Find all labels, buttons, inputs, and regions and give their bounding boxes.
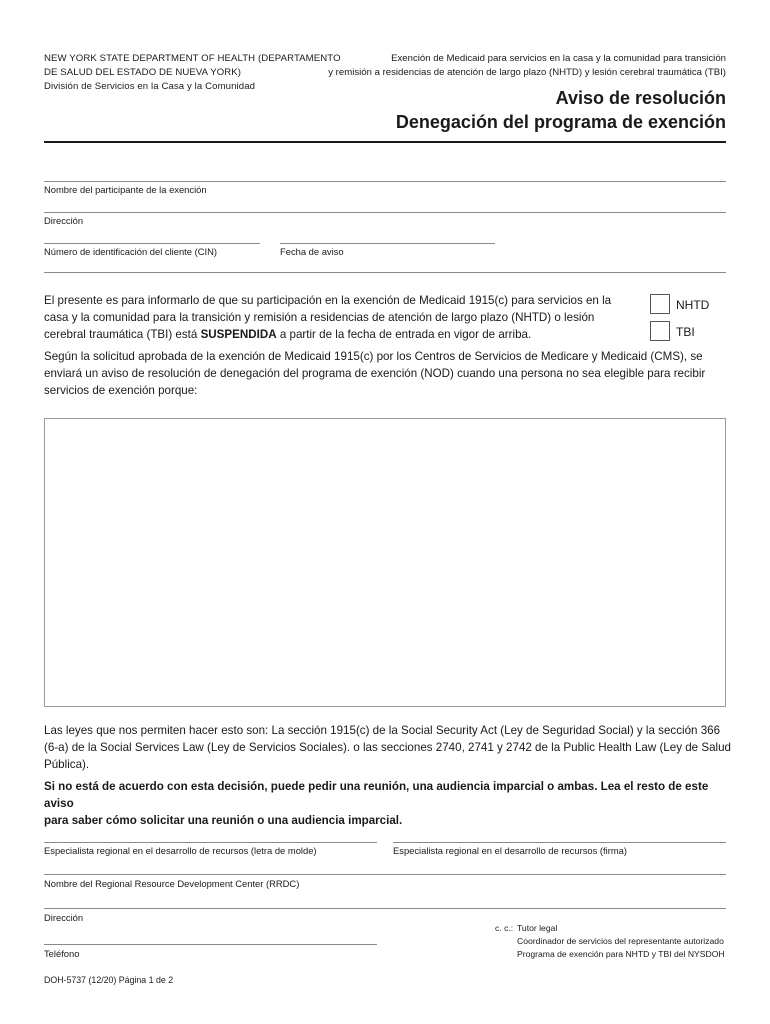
rrdc-address-field[interactable] [44, 908, 726, 909]
tbi-label: TBI [676, 325, 695, 339]
waiver-header [286, 52, 726, 80]
rrdc-name-label: Nombre del Regional Resource Development Center (RRDC) [44, 878, 300, 889]
address-field[interactable] [44, 212, 726, 213]
agency-name-line2: DE SALUD DEL ESTADO DE NUEVA YORK) [44, 67, 242, 78]
suspended-emphasis: SUSPENDIDA [200, 328, 277, 341]
suspension-line2: casa y la comunidad para la transición y remisión a residencias de atención de largo plazo (NHTD) o lesión [44, 311, 595, 324]
suspension-line3-pre: cerebral traumática (TBI) está [44, 328, 201, 341]
specialist-signature-label: Especialista regional en el desarrollo de recursos (firma) [393, 845, 627, 856]
document-subtitle: Denegación del programa de exención [395, 112, 726, 132]
rrdc-address-label: Dirección [44, 912, 84, 923]
notice-date-field[interactable] [280, 243, 495, 244]
form-footer: DOH-5737 (12/20) Página 1 de 2 [44, 975, 174, 985]
specialist-print-label: Especialista regional en el desarrollo de recursos (letra de molde) [44, 845, 317, 856]
specialist-print-field[interactable] [44, 842, 377, 843]
nod-line1: Según la solicitud aprobada de la exención de Medicaid 1915(c) por los Centros de Servicios de Medicare y Medicaid (CMS), se [44, 350, 703, 363]
nod-paragraph [44, 348, 726, 399]
law-line2: (6-a) de la Social Services Law (Ley de Servicios Sociales). o las secciones 2740, 2741 y 2742 de la Public Health Law (Ley de Salud [44, 741, 731, 754]
reason-textbox[interactable] [44, 418, 726, 707]
suspension-line3 [44, 326, 629, 343]
waiver-line2: y remisión a residencias de atención de largo plazo (NHTD) y lesión cerebral traumática (TBI) [328, 67, 726, 78]
law-line1: Las leyes que nos permiten hacer esto son: La sección 1915(c) de la Social Security Act (Ley de Seguridad Social) y la sección 366 [44, 724, 721, 737]
rrdc-name-field[interactable] [44, 874, 726, 875]
suspension-paragraph [44, 292, 629, 343]
section-divider [44, 272, 726, 273]
waiver-line1: Exención de Medicaid para servicios en la casa y la comunidad para transición [391, 53, 726, 64]
cin-field[interactable] [44, 243, 260, 244]
law-paragraph [44, 722, 734, 773]
specialist-signature-field[interactable] [393, 842, 726, 843]
header-divider [44, 141, 726, 143]
suspension-line1: El presente es para informarlo de que su participación en la exención de Medicaid 1915(c) para servicios en la [44, 294, 612, 307]
cin-label: Número de identificación del cliente (CIN) [44, 246, 217, 257]
cc-item-guardian: Tutor legal [517, 923, 558, 933]
nod-line3: servicios de exención porque: [44, 384, 198, 397]
nhtd-checkbox[interactable] [650, 294, 670, 314]
division-name: División de Servicios en la Casa y la Comunidad [44, 81, 256, 92]
notice-date-label: Fecha de aviso [280, 246, 344, 257]
law-line3: Pública). [44, 758, 90, 771]
nhtd-label: NHTD [676, 298, 710, 312]
phone-label: Teléfono [44, 948, 80, 959]
participant-name-label: Nombre del participante de la exención [44, 184, 207, 195]
cc-item-program: Programa de exención para NHTD y TBI del NYSDOH [517, 949, 725, 959]
cc-prefix: c. c.: [495, 923, 514, 933]
address-label: Dirección [44, 215, 84, 226]
appeal-line1: Si no está de acuerdo con esta decisión, puede pedir una reunión, una audiencia imparcial o ambas. Lea el resto de este aviso [44, 780, 709, 810]
participant-name-field[interactable] [44, 181, 726, 182]
tbi-checkbox[interactable] [650, 321, 670, 341]
appeal-paragraph [44, 778, 734, 829]
appeal-line2: para saber cómo solicitar una reunión o una audiencia imparcial. [44, 814, 403, 827]
nod-line2: enviará un aviso de resolución de denegación del programa de exención (NOD) cuando una persona no sea elegible para recibir [44, 367, 706, 380]
suspension-line3-post: a partir de la fecha de entrada en vigor de arriba. [276, 328, 532, 341]
cc-item-coordinator: Coordinador de servicios del representante autorizado [517, 936, 724, 946]
cc-list [517, 922, 732, 961]
document-title: Aviso de resolución [555, 88, 726, 108]
phone-field[interactable] [44, 944, 377, 945]
agency-name-line1: NEW YORK STATE DEPARTMENT OF HEALTH (DEPARTAMENTO [44, 53, 341, 64]
